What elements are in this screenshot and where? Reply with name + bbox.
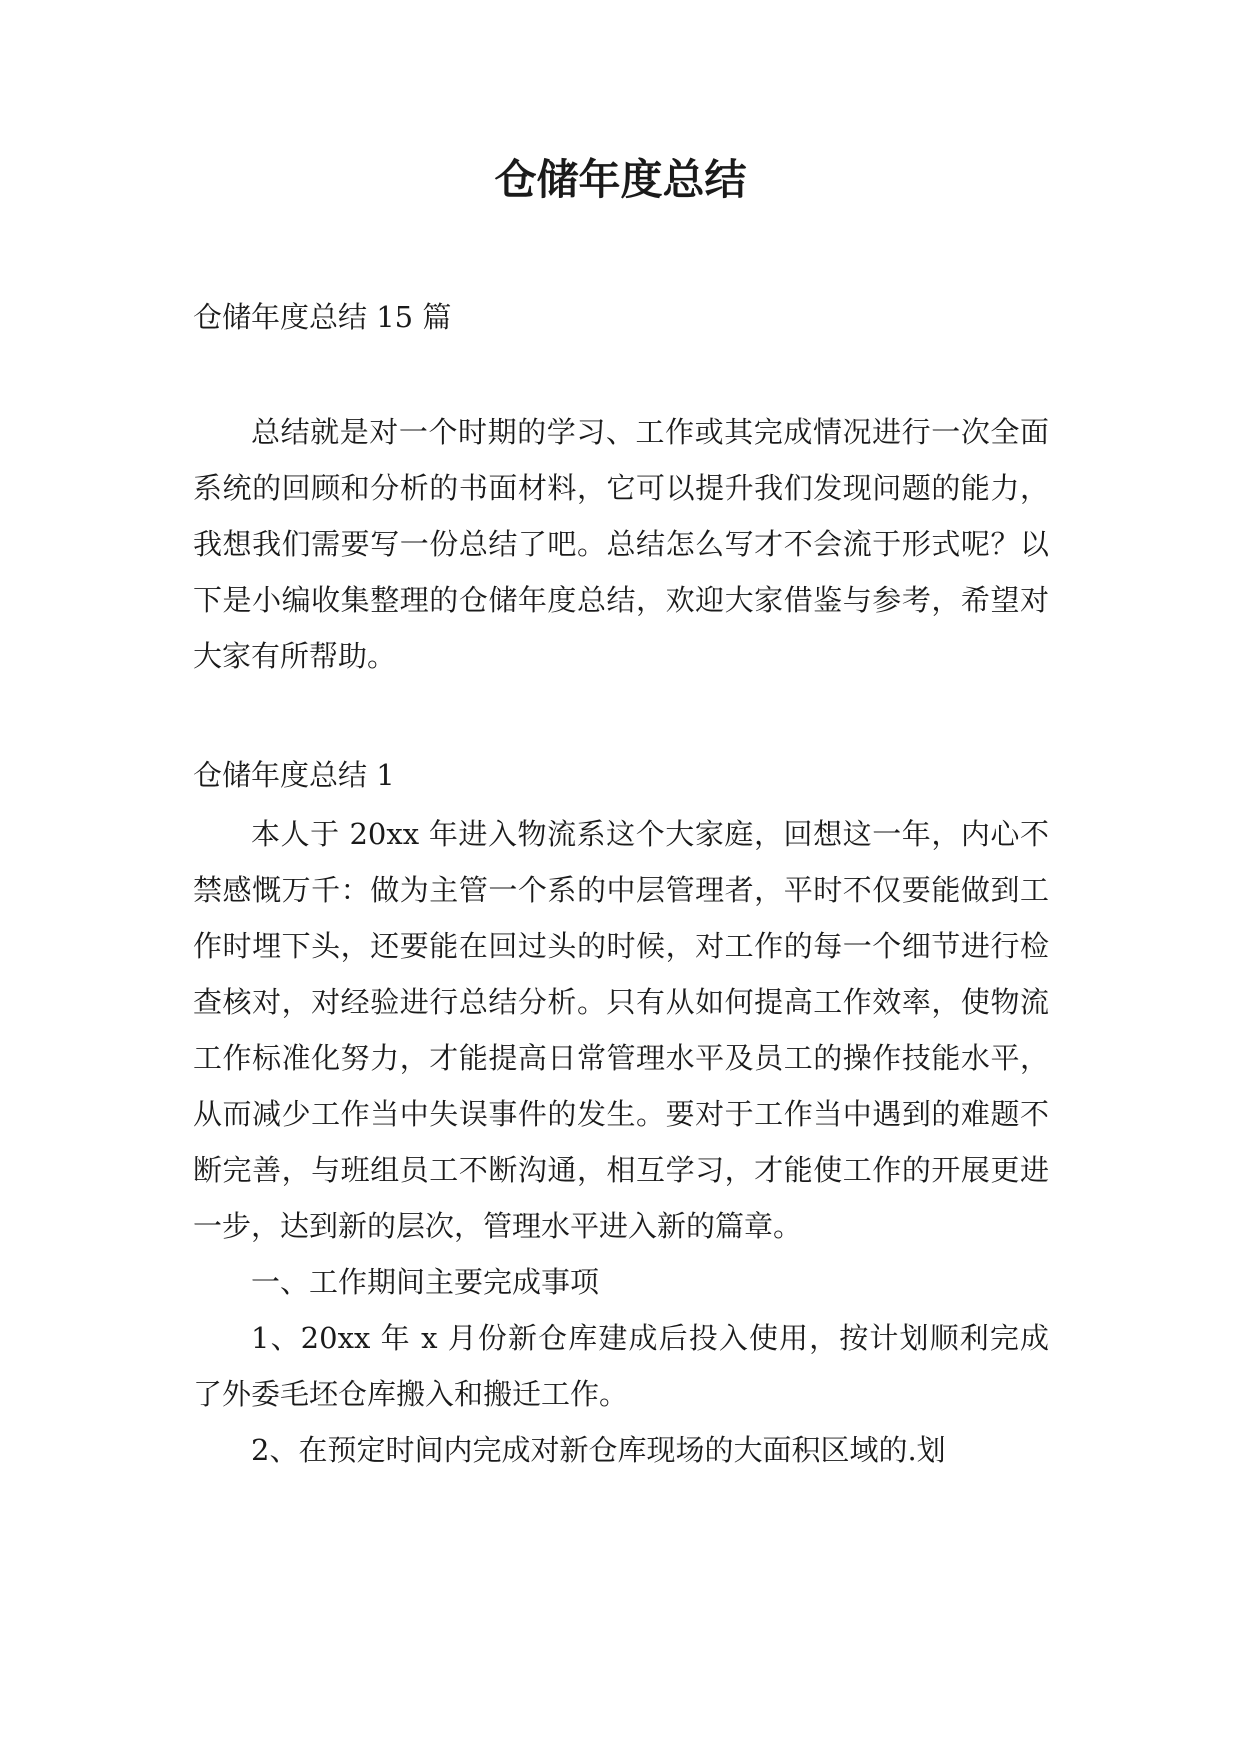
intro-section xyxy=(193,404,1049,684)
section-1-paragraph-2: 一、工作期间主要完成事项 xyxy=(251,1265,600,1299)
intro-paragraph: 总结就是对一个时期的学习、工作或其完成情况进行一次全面系统的回顾和分析的书面材料，它可以提升我们发现问题的能力，我想我们需要写一份总结了吧。总结怎么写才不会流于形式呢？以下是小编收集整理的仓储年度总结，欢迎大家借鉴与参考，希望对大家有所帮助。 xyxy=(193,415,1049,673)
section-1-paragraph-4: 2、在预定时间内完成对新仓库现场的大面积区域的.划 xyxy=(251,1433,946,1467)
section-1-body xyxy=(193,806,1049,1478)
section-1-heading: 仓储年度总结 1 xyxy=(193,758,395,792)
document-title: 仓储年度总结 xyxy=(494,155,747,204)
section-1-paragraph-1: 本人于 20xx 年进入物流系这个大家庭，回想这一年，内心不禁感慨万千：做为主管一个系的中层管理者，平时不仅要能做到工作时埋下头，还要能在回过头的时候，对工作的每一个细节进行检查核对，对经验进行总结分析。只有从如何提高工作效率，使物流工作标准化努力，才能提高日常管理水平及员工的操作技能水平，从而减少工作当中失误事件的发生。要对于工作当中遇到的难题不断完善，与班组员工不断沟通，相互学习，才能使工作的开展更进一步，达到新的层次，管理水平进入新的篇章。 xyxy=(193,817,1049,1243)
section-1-paragraph-3: 1、20xx 年 x 月份新仓库建成后投入使用，按计划顺利完成了外委毛坯仓库搬入和搬迁工作。 xyxy=(193,1321,1049,1411)
document-subtitle: 仓储年度总结 15 篇 xyxy=(193,300,452,334)
